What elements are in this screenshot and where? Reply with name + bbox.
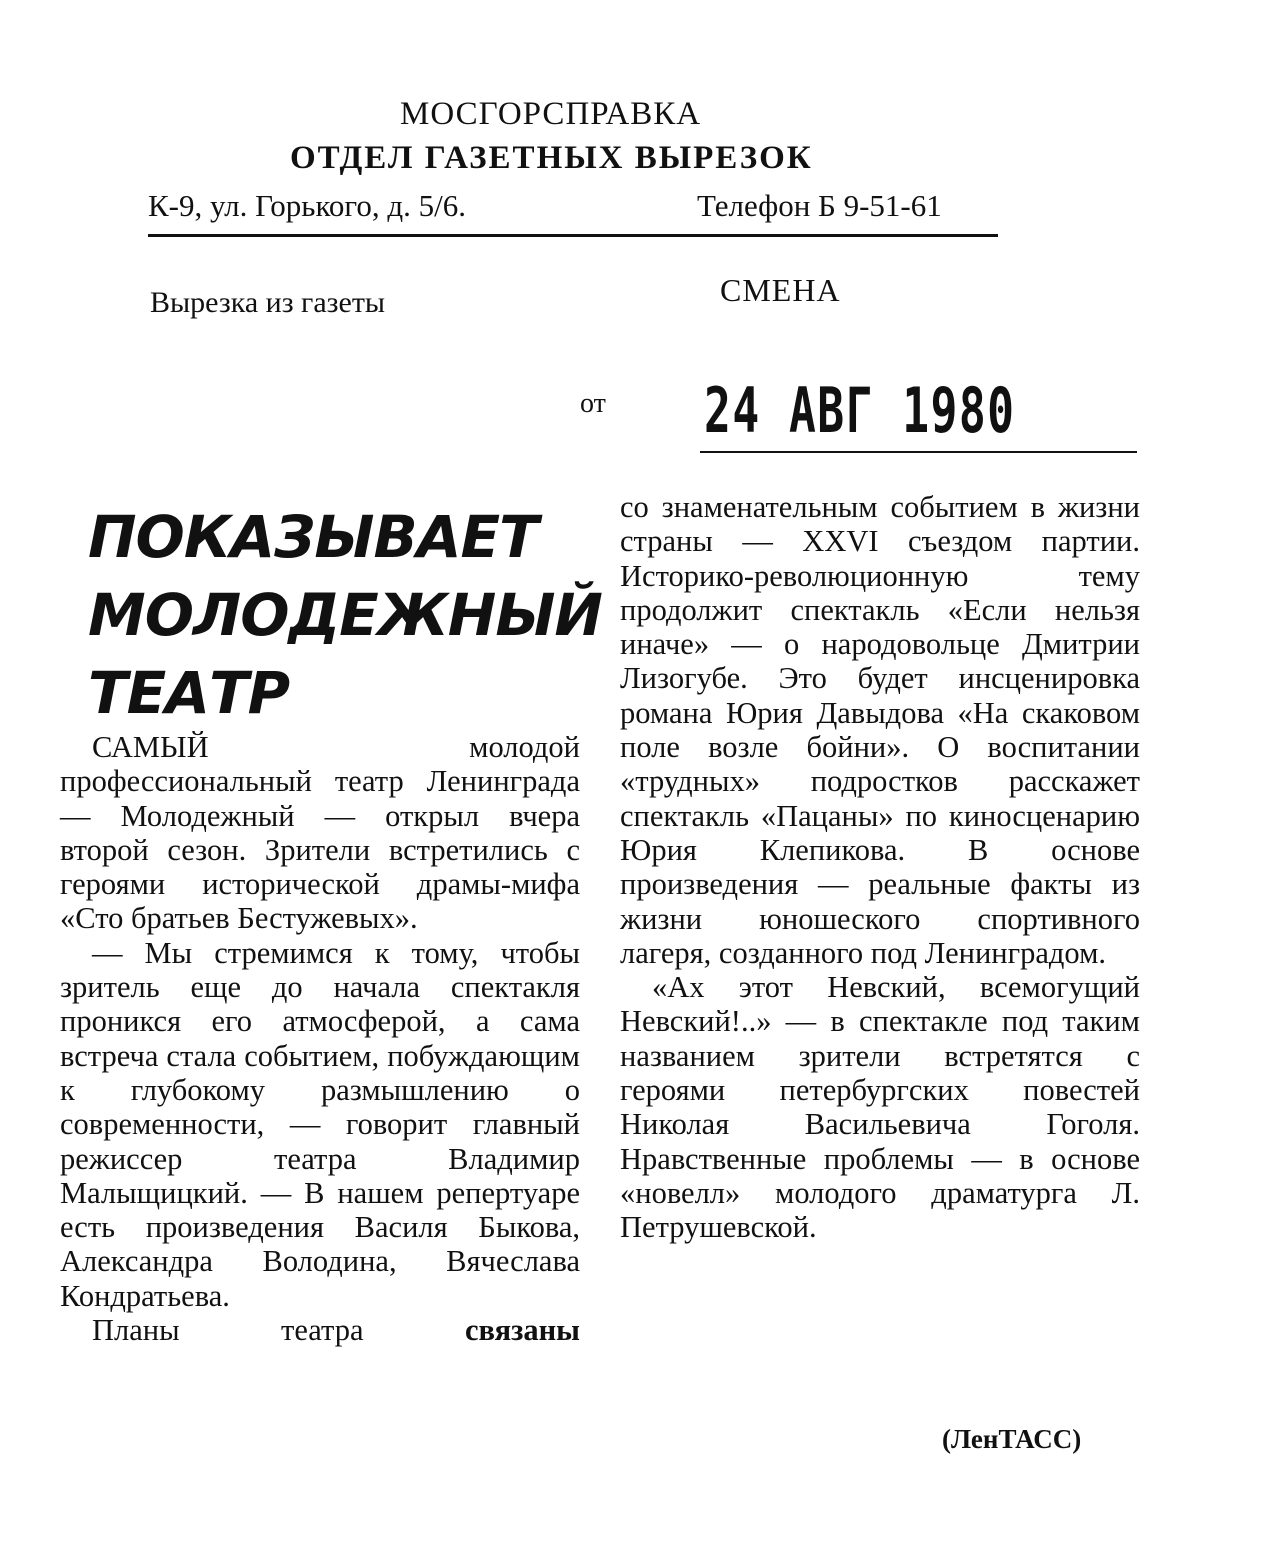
article-paragraph-continued [60, 1313, 580, 1347]
date-underline [700, 451, 1137, 453]
article-paragraph: со знаменательным событием в жизни страны — XXVI съездом партии. Историко-революционную тему продолжит спектакль «Если нельзя иначе» — о народовольце Дмитрии Лизогубе. Это будет инсценировка романа Юрия Давыдова «На скаковом поле возле бойни». О воспитании «трудных» подростков расскажет спектакль «Пацаны» по киносценарию Юрия Клепикова. В основе произведения — реальные факты из жизни юношеского спортивного лагеря, созданного под Ленинградом. [620, 490, 1140, 970]
newspaper-name: СМЕНА [720, 272, 841, 308]
article-headline [88, 498, 608, 732]
plans-word: Планы [92, 1313, 180, 1348]
plans-word: театра [281, 1313, 364, 1348]
plans-word: связаны [464, 1313, 580, 1348]
address: К-9, ул. Горького, д. 5/6. [148, 188, 467, 223]
organization-name: МОСГОРСПРАВКА [400, 96, 702, 132]
date-stamp: 24 АВГ 1980 [704, 374, 1016, 447]
header-divider [148, 234, 998, 237]
headline-line: ПОКАЗЫВАЕТ [88, 503, 538, 571]
article-paragraph: — Мы стремимся к тому, чтобы зритель еще до начала спектакля проникся его атмосферой, а сама встреча стала событием, побуждающим к глубокому размышлению о современности, — говорит главный режиссер театра Владимир Малыщицкий. — В нашем репертуаре есть произведения Василя Быкова, Александра Володина, Вячеслава Кондратьева. [60, 935, 580, 1313]
headline-line: ТЕАТР [88, 659, 290, 727]
phone-number: Телефон Б 9-51-61 [697, 188, 942, 223]
article-column-1 [60, 730, 580, 1347]
date-prefix: от [580, 388, 606, 419]
article-column-2 [620, 490, 1140, 1245]
clipping-label: Вырезка из газеты [150, 286, 386, 319]
department-name: ОТДЕЛ ГАЗЕТНЫХ ВЫРЕЗОК [290, 140, 813, 176]
headline-line: МОЛОДЕЖНЫЙ [88, 581, 602, 649]
news-source: (ЛенТАСС) [942, 1424, 1082, 1454]
article-paragraph: «Ах этот Невский, всемогущий Невский!..» — в спектакле под таким названием зрители встретятся с героями петербургских повестей Николая Васильевича Гоголя. Нравственные проблемы — в основе «новелл» молодого драматурга Л. Петрушевской. [620, 970, 1140, 1245]
article-paragraph: САМЫЙ молодой профессиональный театр Ленинграда — Молодежный — открыл вчера второй сезон. Зрители встретились с героями исторической драмы-мифа «Сто братьев Бестужевых». [60, 730, 580, 936]
